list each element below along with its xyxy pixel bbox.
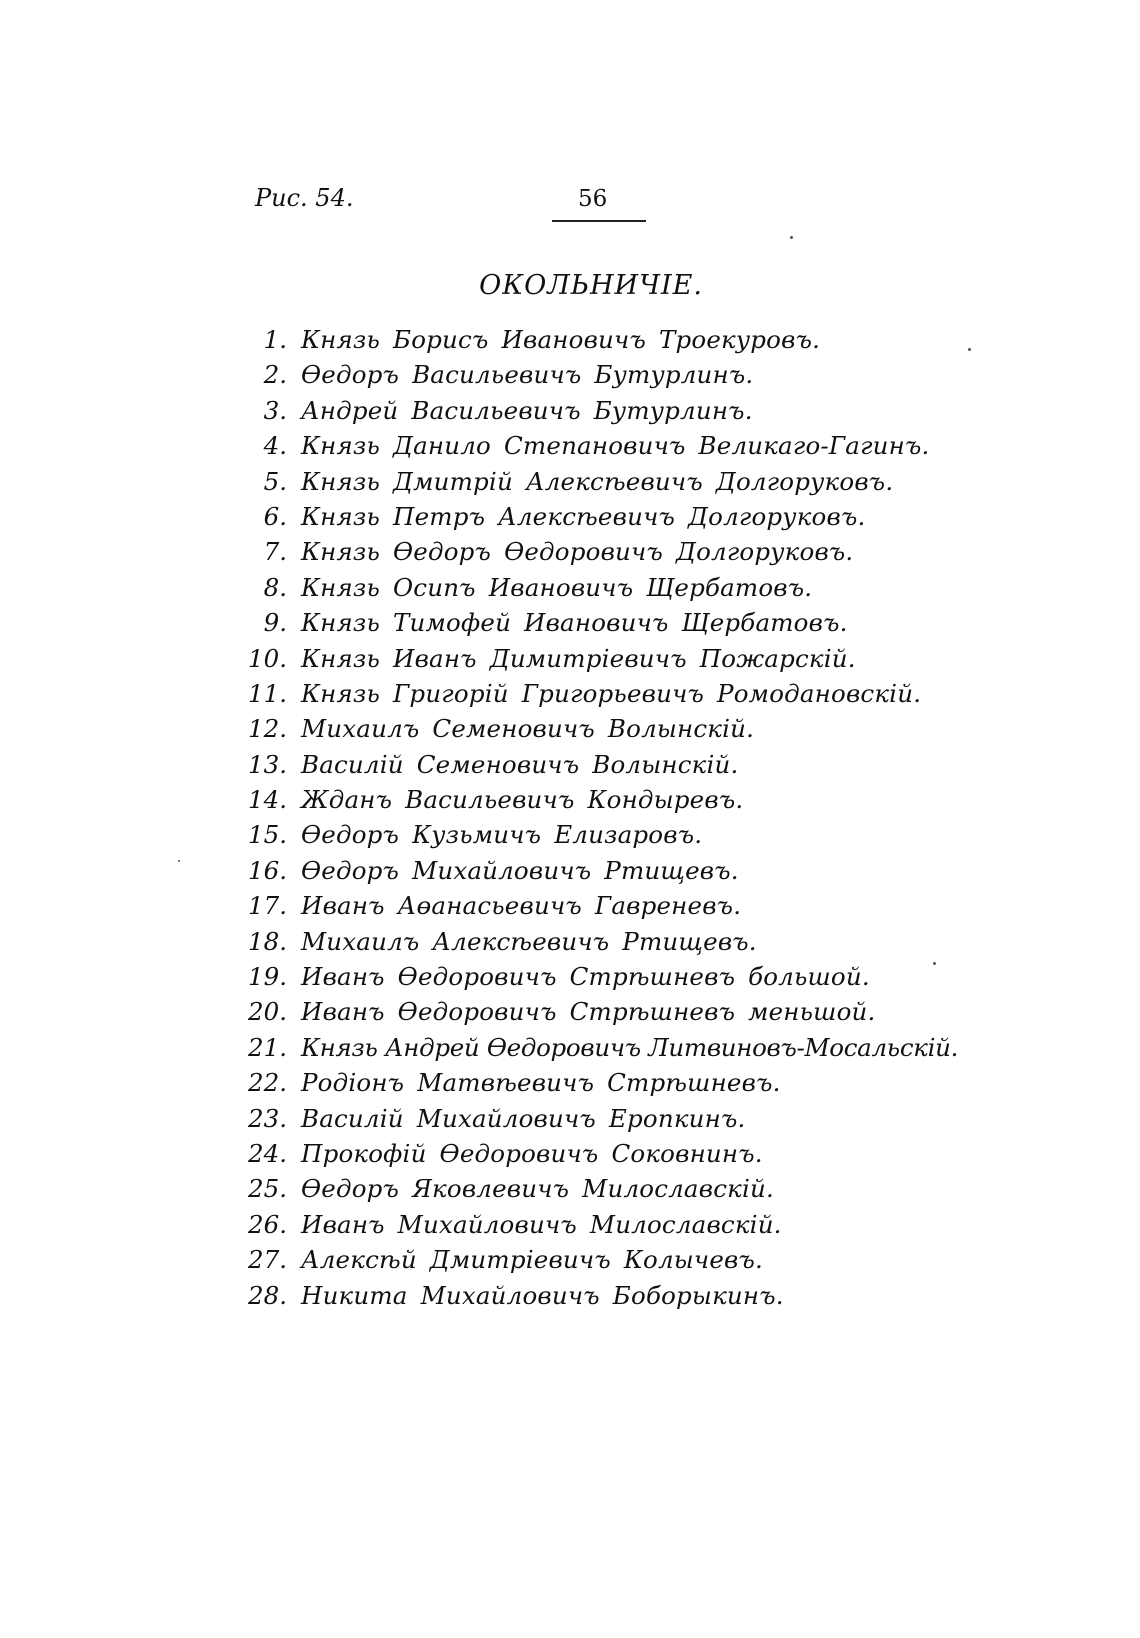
paper-speck — [968, 348, 971, 351]
page-title: ОКОЛЬНИЧIE. — [479, 270, 703, 301]
list-item — [235, 1136, 1055, 1171]
entry-name: Иванъ Аөанасьевичъ Гавреневъ. — [301, 891, 742, 921]
list-item — [235, 959, 1055, 994]
entry-number: 1. — [263, 325, 287, 354]
list-item — [235, 570, 1055, 605]
entry-number: 4. — [263, 431, 287, 461]
entry-number: 11. — [248, 678, 287, 708]
entry-number: 15. — [248, 820, 287, 850]
page-number: 56 — [578, 186, 608, 212]
entry-name: Князь Андрей Өедоровичъ Литвиновъ-Мосальскiй. — [301, 1032, 959, 1062]
paper-speck — [790, 236, 793, 239]
entry-number: 9. — [263, 608, 287, 638]
entry-number: 24. — [248, 1138, 287, 1168]
figure-label: Рис. 54. — [255, 184, 354, 212]
list-item — [235, 747, 1055, 782]
list-item — [235, 1278, 1055, 1313]
list-item — [235, 711, 1055, 746]
entry-number: 8. — [263, 572, 287, 602]
entry-name: Князь Борисъ Ивановичъ Троекуровъ. — [301, 325, 821, 354]
entry-name: Өедоръ Кузьмичъ Елизаровъ. — [301, 820, 703, 850]
entry-name: Иванъ Өедоровичъ Стрѣшневъ большой. — [301, 962, 870, 992]
entry-name: Князь Дмитрiй Алексѣевичъ Долгоруковъ. — [301, 466, 894, 496]
entry-name: Иванъ Өедоровичъ Стрѣшневъ меньшой. — [301, 997, 876, 1027]
entries-list — [235, 322, 1055, 1313]
entry-number: 16. — [248, 855, 287, 885]
entry-name: Андрей Васильевичъ Бутурлинъ. — [301, 395, 753, 425]
list-item — [235, 817, 1055, 852]
entry-number: 5. — [263, 466, 287, 496]
entry-name: Алексѣй Дмитрiевичъ Колычевъ. — [301, 1245, 764, 1275]
entry-name: Иванъ Михайловичъ Милославскiй. — [301, 1209, 782, 1239]
list-item — [235, 1242, 1055, 1277]
entry-name: Князь Петръ Алексѣевичъ Долгоруковъ. — [301, 501, 866, 531]
entry-name: Князь Григорiй Григорьевичъ Ромодановскiй. — [301, 678, 922, 708]
entry-number: 17. — [248, 891, 287, 921]
list-item — [235, 1030, 1055, 1065]
entry-number: 3. — [263, 395, 287, 425]
entry-number: 19. — [248, 962, 287, 992]
entry-name: Василiй Михайловичъ Еропкинъ. — [301, 1103, 746, 1133]
list-item — [235, 782, 1055, 817]
entry-name: Өедоръ Васильевичъ Бутурлинъ. — [301, 360, 754, 390]
list-item — [235, 1207, 1055, 1242]
entry-number: 13. — [248, 749, 287, 779]
list-item — [235, 464, 1055, 499]
entry-name: Михаилъ Алексѣевичъ Ртищевъ. — [301, 926, 757, 956]
entry-number: 18. — [248, 926, 287, 956]
list-item — [235, 357, 1055, 392]
entry-name: Никита Михайловичъ Боборыкинъ. — [301, 1280, 784, 1310]
list-item — [235, 1171, 1055, 1206]
entry-name: Князь Иванъ Димитрiевичъ Пожарскiй. — [301, 643, 856, 673]
entry-number: 28. — [248, 1280, 287, 1310]
page-number-rule — [552, 220, 646, 222]
list-item — [235, 994, 1055, 1029]
list-item — [235, 676, 1055, 711]
list-item — [235, 534, 1055, 569]
entry-name: Өедоръ Яковлевичъ Милославскiй. — [301, 1174, 774, 1204]
paper-speck — [933, 962, 936, 965]
paper-speck — [178, 860, 180, 862]
list-item — [235, 322, 1055, 357]
entry-name: Князь Өедоръ Өедоровичъ Долгоруковъ. — [301, 537, 854, 567]
entry-number: 2. — [263, 360, 287, 390]
list-item — [235, 499, 1055, 534]
entry-name: Өедоръ Михайловичъ Ртищевъ. — [301, 855, 739, 885]
list-item — [235, 605, 1055, 640]
entry-number: 25. — [248, 1174, 287, 1204]
list-item — [235, 641, 1055, 676]
entry-name: Жданъ Васильевичъ Кондыревъ. — [301, 785, 744, 815]
entry-name: Князь Осипъ Ивановичъ Щербатовъ. — [301, 572, 813, 602]
list-item — [235, 888, 1055, 923]
list-item — [235, 1101, 1055, 1136]
entry-number: 7. — [263, 537, 287, 567]
list-item — [235, 853, 1055, 888]
entry-name: Василiй Семеновичъ Волынскiй. — [301, 749, 739, 779]
entry-name: Прокофiй Өедоровичъ Соковнинъ. — [301, 1138, 763, 1168]
entry-name: Родiонъ Матвѣевичъ Стрѣшневъ. — [301, 1068, 781, 1098]
list-item — [235, 393, 1055, 428]
entry-number: 6. — [263, 501, 287, 531]
entry-name: Князь Тимофей Ивановичъ Щербатовъ. — [301, 608, 848, 638]
entry-number: 10. — [248, 643, 287, 673]
list-item — [235, 428, 1055, 463]
entry-number: 23. — [248, 1103, 287, 1133]
entry-number: 20. — [248, 997, 287, 1027]
entry-number: 22. — [248, 1068, 287, 1098]
entry-number: 12. — [248, 714, 287, 744]
entry-number: 27. — [248, 1245, 287, 1275]
entry-name: Михаилъ Семеновичъ Волынскiй. — [301, 714, 755, 744]
entry-number: 21. — [248, 1032, 287, 1062]
list-item — [235, 1065, 1055, 1100]
list-item — [235, 924, 1055, 959]
entry-number: 26. — [248, 1209, 287, 1239]
entry-name: Князь Данило Степановичъ Великаго-Гагинъ. — [301, 431, 930, 461]
entry-number: 14. — [248, 785, 287, 815]
